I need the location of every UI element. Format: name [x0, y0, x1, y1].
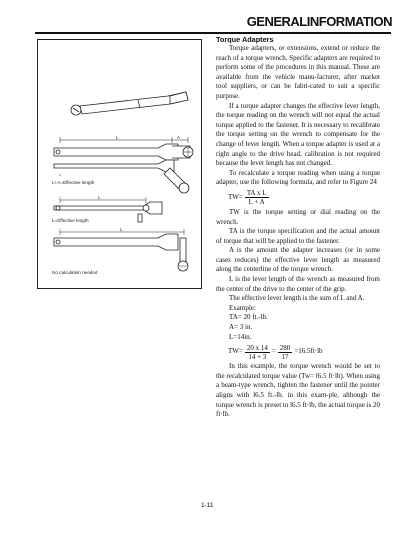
dim-label-l-1: L [116, 135, 119, 140]
example-l: L=14in. [229, 332, 252, 341]
dim-label-a: A [177, 135, 181, 140]
formula-1-fraction [245, 189, 269, 206]
caption-effective-length-l: L=Effective length [52, 218, 89, 223]
formula-2-result: =16.5ft·lb [294, 347, 323, 356]
page-header-title: GENERALINFORMATION [246, 14, 392, 29]
page-number: 1-11 [201, 502, 214, 509]
text-column [216, 35, 380, 420]
formula-2-numerator-2: 280 [279, 343, 291, 352]
formula-2-equals: = [271, 347, 276, 356]
paragraph-9: In this example, the torque wrench would be set to the recalculated torque value (Tw= l6.5 ft·lb). When using a beam-type wrench, tighten the fastener until the pointer aligns with l6.5 ft.-lb. in this exam-ple, although the torque wrench is preset to l6.5 ft·lb, the actual torque is 20 ft·lb. [216, 362, 380, 419]
formula-1-denominator: L + A [248, 198, 265, 207]
paragraph-5: TA is the torque specification and the actual amount of torque that will be applied to the fastener. [216, 227, 380, 245]
formula-2-lhs: TW= [228, 347, 243, 356]
dim-label-l-2: L [98, 195, 101, 200]
torque-wrench-drawing-3 [54, 160, 189, 193]
formula-2-denominator-1: 14 + 3 [248, 352, 267, 361]
example-label: Example: [229, 303, 256, 312]
paragraph-1: Torque adapters, or extensions, extend or reduce the reach of a torque wrench. Specific adapters are required to perform some of the procedures in this manual. These are available from the vehicle manu-facturer, after market tool suppliers, or can be fabri-cated to suit a specific purpose. [216, 44, 380, 100]
figure-box [37, 39, 202, 289]
formula-2 [228, 342, 380, 362]
caption-no-calculation: No calculation needed [52, 270, 98, 275]
example-a: A= 3 in. [229, 323, 253, 332]
formula-1-lhs: TW= [228, 193, 243, 202]
section-title: Torque Adapters [216, 35, 274, 44]
torque-wrench-drawing-1 [71, 92, 188, 115]
formula-2-fraction-1 [245, 344, 270, 361]
formula-1 [228, 188, 380, 208]
paragraph-3: To recalculate a torque reading when using a torque adapter, use the following formula, and refer to Figure 24 [216, 168, 380, 187]
example-ta: TA= 20 ft.-lb. [229, 313, 268, 322]
paragraph-8: The effective lever length is the sum of L and A. [229, 294, 365, 303]
formula-2-numerator-1: 20 x 14 [246, 343, 268, 352]
torque-wrench-drawing-2 [54, 137, 193, 160]
paragraph-4: TW is the torque setting or dial reading on the wrench. [216, 207, 380, 226]
paragraph-2: If a torque adapter changes the effective lever length, the torque reading on the wrench will not equal the actual torque applied to the fastener. It is necessary to recalibrate the torque setting on the wrench to compensate for the change of lever length. When a torque adapter is used at a right angle to the drive head, calibration is not required because the lever length has not changed. [216, 101, 380, 168]
header-rule [35, 32, 391, 34]
paragraph-7: L is the lever length of the wrench as measured from the center of the drive to the center of the grip. [216, 275, 380, 293]
paragraph-6: A is the amount the adapter increases (or in some cases reduces) the effective lever length as measured along the centerline of the torque wrench. [216, 246, 380, 274]
formula-2-fraction-2 [278, 344, 293, 361]
caption-effective-length-la: L+A=Effective length [52, 180, 95, 185]
dim-label-l-3: L [120, 227, 123, 232]
formula-1-numerator: TA x L [246, 189, 267, 198]
torque-wrench-figure [38, 40, 201, 288]
torque-wrench-drawing-5 [54, 229, 188, 271]
formula-2-denominator-2: 17 [281, 352, 289, 361]
